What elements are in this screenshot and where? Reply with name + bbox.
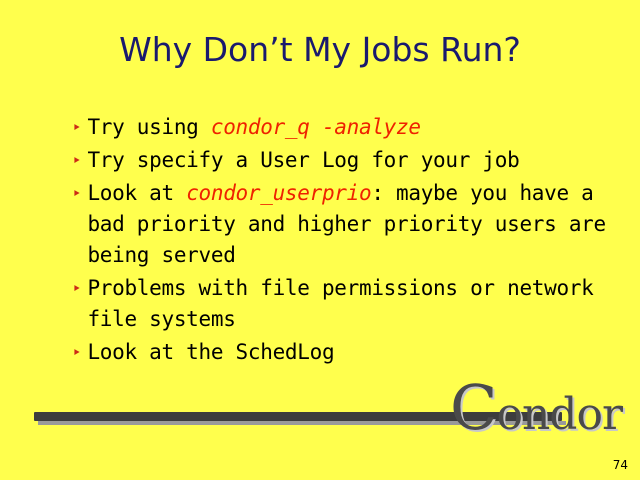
bullet-text-part: Try specify a User Log for your job (87, 148, 520, 172)
list-item-text (87, 178, 612, 271)
list-item-text (87, 145, 612, 176)
condor-logo (450, 371, 622, 444)
bullet-marker-icon: ‣ (72, 279, 82, 298)
logo-capital: C (450, 371, 497, 444)
list-item (72, 273, 612, 335)
bullet-text-part: : maybe you have a bad priority and higher priority users are being served (87, 181, 606, 267)
bullet-text-part: Look at (87, 181, 187, 205)
page-title: Why Don’t My Jobs Run? (119, 30, 521, 69)
list-item (72, 337, 612, 368)
bullet-text-part: Problems with file permissions or network file systems (87, 276, 594, 331)
bullet-marker-icon: ‣ (72, 151, 82, 170)
bullet-marker-icon: ‣ (72, 343, 82, 362)
bullet-code-part: condor_q -analyze (210, 115, 421, 139)
bullet-text-part: Look at the SchedLog (87, 340, 335, 364)
bullet-marker-icon: ‣ (72, 118, 82, 137)
bullet-text-part: Try using (87, 115, 211, 139)
list-item-text (87, 337, 612, 368)
bullet-code-part: condor_userprio (186, 181, 372, 205)
list-item (72, 112, 612, 143)
logo-text: ondor (496, 389, 622, 440)
list-item-text (87, 273, 612, 335)
list-item-text (87, 112, 612, 143)
list-item (72, 178, 612, 271)
bullet-marker-icon: ‣ (72, 184, 82, 203)
bullet-list (72, 112, 612, 370)
page-number: 74 (612, 458, 628, 472)
list-item (72, 145, 612, 176)
